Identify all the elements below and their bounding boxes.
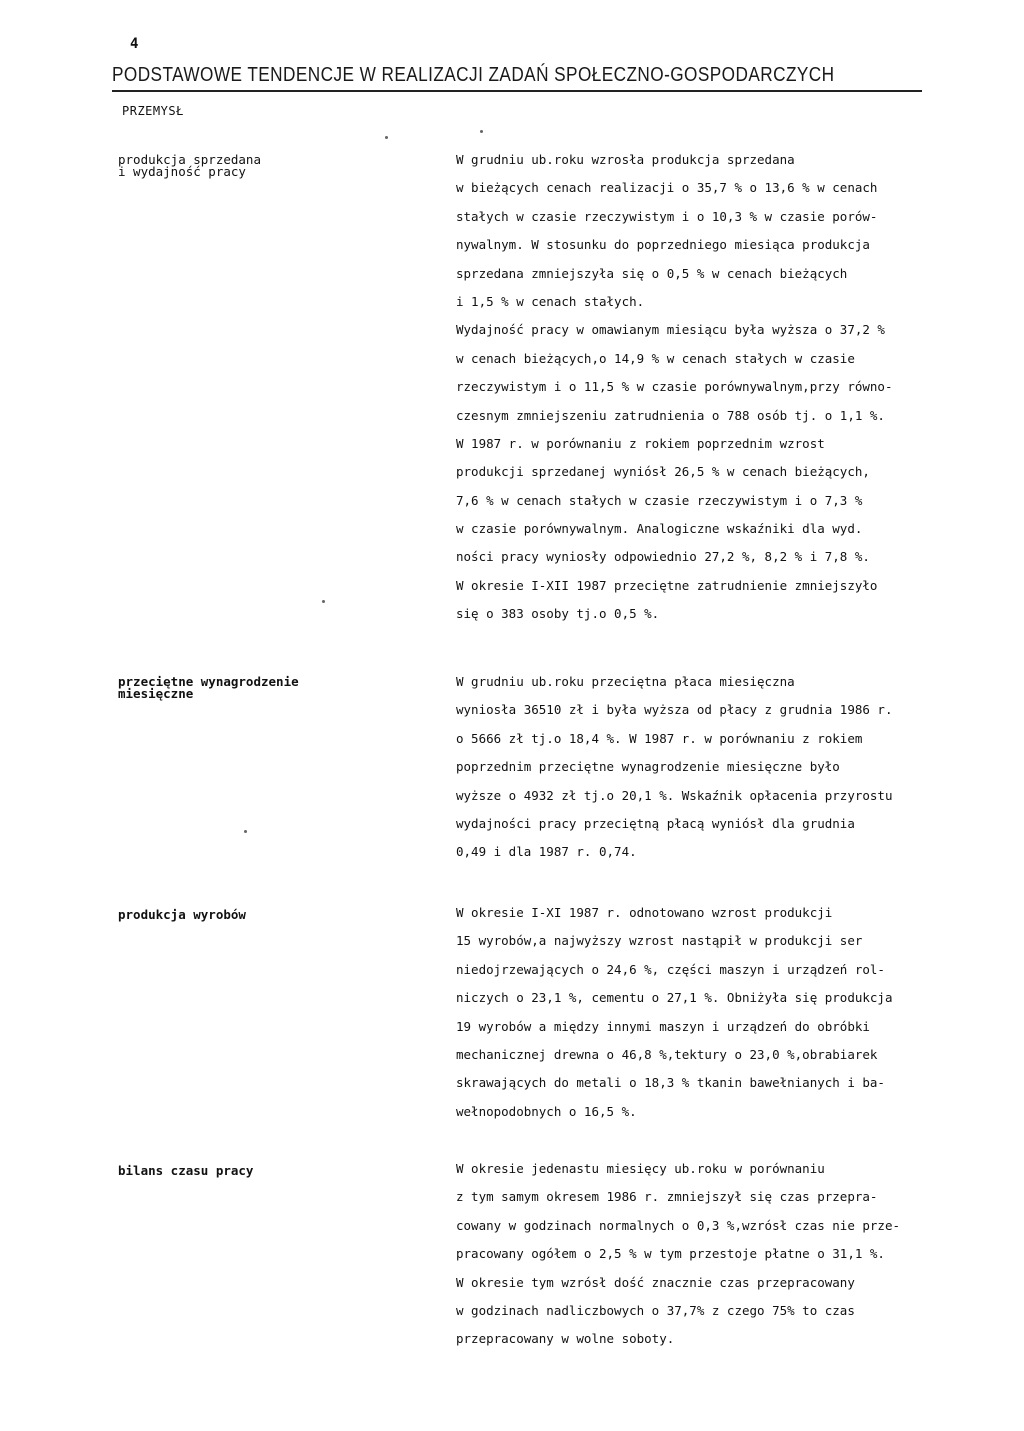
text-line: 15 wyrobów,a najwyższy wzrost nastąpił w produkcji ser (456, 933, 863, 949)
text-line: stałych w czasie rzeczywistym i o 10,3 % w czasie porów- (456, 208, 878, 224)
text-line: niedojrzewających o 24,6 %, części maszyn i urządzeń rol- (456, 961, 885, 977)
text-line: niczych o 23,1 %, cementu o 27,1 %. Obniżyła się produkcja (456, 990, 893, 1006)
text-line: skrawających do metali o 18,3 % tkanin bawełnianych i ba- (456, 1075, 885, 1091)
side-label-work-time: bilans czasu pracy (118, 1163, 254, 1178)
side-label-average-wage: przeciętne wynagrodzenie miesięczne (118, 674, 299, 701)
text-line: wyniosła 36510 zł i była wyższa od płacy z grudnia 1986 r. (456, 702, 893, 718)
section-label: PRZEMYSŁ (122, 104, 184, 118)
text-line: W okresie I-XII 1987 przeciętne zatrudnienie zmniejszyło (456, 577, 878, 593)
text-line: w cenach bieżących,o 14,9 % w cenach stałych w czasie (456, 350, 855, 366)
paragraph-product-output (456, 899, 976, 1126)
text-line: pracowany ogółem o 2,5 % w tym przestoje płatne o 31,1 %. (456, 1246, 885, 1262)
paragraph-work-time (456, 1155, 976, 1354)
text-line: sprzedana zmniejszyła się o 0,5 % w cenach bieżących (456, 265, 848, 281)
text-line: produkcji sprzedanej wyniósł 26,5 % w cenach bieżących, (456, 464, 870, 480)
text-line: w godzinach nadliczbowych o 37,7% z czego 75% to czas (456, 1302, 855, 1318)
text-line: mechanicznej drewna o 46,8 %,tektury o 23,0 %,obrabiarek (456, 1046, 878, 1062)
text-line: o 5666 zł tj.o 18,4 %. W 1987 r. w porównaniu z rokiem (456, 730, 863, 746)
text-line: 19 wyrobów a między innymi maszyn i urządzeń do obróbki (456, 1018, 870, 1034)
text-line: Wydajność pracy w omawianym miesiącu była wyższa o 37,2 % (456, 322, 885, 338)
text-line: czesnym zmniejszeniu zatrudnienia o 788 osób tj. o 1,1 %. (456, 407, 885, 423)
text-line: przepracowany w wolne soboty. (456, 1331, 675, 1347)
text-line: z tym samym okresem 1986 r. zmniejszył się czas przepra- (456, 1189, 878, 1205)
text-line: 7,6 % w cenach stałych w czasie rzeczywistym i o 7,3 % (456, 492, 863, 508)
title-underline (112, 90, 922, 92)
text-line: wyższe o 4932 zł tj.o 20,1 %. Wskaźnik opłacenia przyrostu (456, 787, 893, 803)
paragraph-average-wage (456, 668, 976, 867)
text-line: ności pracy wyniosły odpowiednio 27,2 %, 8,2 % i 7,8 %. (456, 549, 870, 565)
text-line: poprzednim przeciętne wynagrodzenie miesięczne było (456, 759, 840, 775)
side-label-product-output: produkcja wyrobów (118, 907, 246, 922)
text-line: w czasie porównywalnym. Analogiczne wskaźniki dla wyd. (456, 521, 863, 537)
scan-speck (322, 600, 325, 603)
text-line: W okresie jedenastu miesięcy ub.roku w porównaniu (456, 1161, 825, 1176)
side-label-production-sold: produkcja sprzedana i wydajność pracy (118, 152, 261, 179)
text-line: wydajności pracy przeciętną płacą wyniósł dla grudnia (456, 815, 855, 831)
page-number: 4 (130, 36, 139, 52)
text-line: cowany w godzinach normalnych o 0,3 %,wzrósł czas nie prze- (456, 1217, 901, 1233)
paragraph-production-sold (456, 146, 976, 629)
text-line: w bieżących cenach realizacji o 35,7 % o 13,6 % w cenach (456, 180, 878, 196)
text-line: i 1,5 % w cenach stałych. (456, 293, 645, 309)
text-line: W grudniu ub.roku wzrosła produkcja sprzedana (456, 152, 795, 167)
text-line: W 1987 r. w porównaniu z rokiem poprzednim wzrost (456, 435, 825, 451)
text-line: W grudniu ub.roku przeciętna płaca miesięczna (456, 674, 795, 689)
page-title: PODSTAWOWE TENDENCJE W REALIZACJI ZADAŃ SPOŁECZNO-GOSPODARCZYCH (112, 64, 835, 86)
text-line: W okresie I-XI 1987 r. odnotowano wzrost produkcji (456, 905, 833, 920)
text-line: 0,49 i dla 1987 r. 0,74. (456, 844, 637, 860)
text-line: W okresie tym wzrósł dość znacznie czas przepracowany (456, 1274, 855, 1290)
scan-speck (385, 136, 388, 139)
text-line: się o 383 osoby tj.o 0,5 %. (456, 606, 660, 622)
text-line: wełnopodobnych o 16,5 %. (456, 1103, 637, 1119)
text-line: rzeczywistym i o 11,5 % w czasie porównywalnym,przy równo- (456, 379, 893, 395)
text-line: nywalnym. W stosunku do poprzedniego miesiąca produkcja (456, 237, 870, 253)
scan-speck (244, 830, 247, 833)
scan-speck (480, 130, 483, 133)
